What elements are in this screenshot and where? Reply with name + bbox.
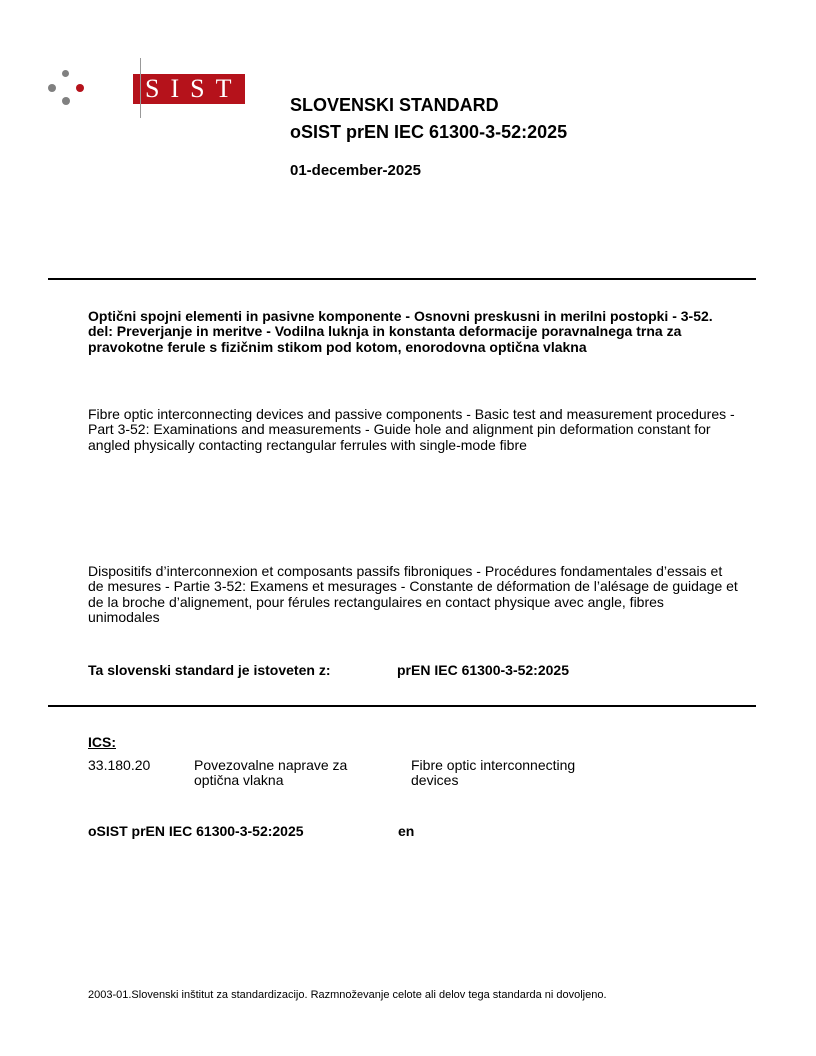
logo-wordmark: SIST (133, 74, 245, 104)
ics-description-en: Fibre optic interconnecting devices (411, 757, 576, 789)
divider-top (48, 278, 756, 280)
title-french: Dispositifs d’interconnexion et composants passifs fibroniques - Procédures fondamentales d’essais et de mesures - Partie 3-52: Examens et mesurages - Constante de déformation de l’alésage de guidage et de la broche d’alignement, pour férules rectangulaires en contact physique avec angle, fibres unimodales (88, 563, 738, 625)
sist-logo (40, 60, 243, 130)
logo-dot-accent (76, 84, 84, 92)
identical-label: Ta slovenski standard je istoveten z: (88, 662, 331, 678)
publication-date: 01-december-2025 (290, 162, 421, 179)
standard-code: oSIST prEN IEC 61300-3-52:2025 (290, 122, 568, 142)
logo-dot (62, 70, 69, 77)
title-english: Fibre optic interconnecting devices and passive components - Basic test and measurement procedures - Part 3-52: Examinations and measurements - Guide hole and alignment pin deformation constant for angled physically contacting rectangular ferrules with single-mode fibre (88, 406, 735, 453)
ics-label: ICS: (88, 734, 116, 750)
standard-type: SLOVENSKI STANDARD (290, 95, 499, 115)
ics-code: 33.180.20 (88, 757, 151, 773)
title-slovenian: Optični spojni elementi in pasivne komponente - Osnovni preskusni in merilni postopki - 3-52. del: Preverjanje in meritve - Vodilna luknja in konstanta deformacije poravnalnega trna za pravokotne ferule s fizičnim stikom pod kotom, enorodovna optična vlakna (88, 308, 713, 355)
designation-code: oSIST prEN IEC 61300-3-52:2025 (88, 823, 304, 839)
divider-bottom (48, 705, 756, 707)
logo-dot (48, 84, 56, 92)
ics-description-sl: Povezovalne naprave za optična vlakna (194, 757, 348, 789)
designation-language: en (398, 823, 415, 839)
logo-dot (62, 97, 70, 105)
identical-value: prEN IEC 61300-3-52:2025 (397, 662, 569, 678)
logo-divider (140, 58, 141, 118)
copyright-notice: 2003-01.Slovenski inštitut za standardizacijo. Razmnoževanje celote ali delov tega standarda ni dovoljeno. (88, 989, 607, 1001)
